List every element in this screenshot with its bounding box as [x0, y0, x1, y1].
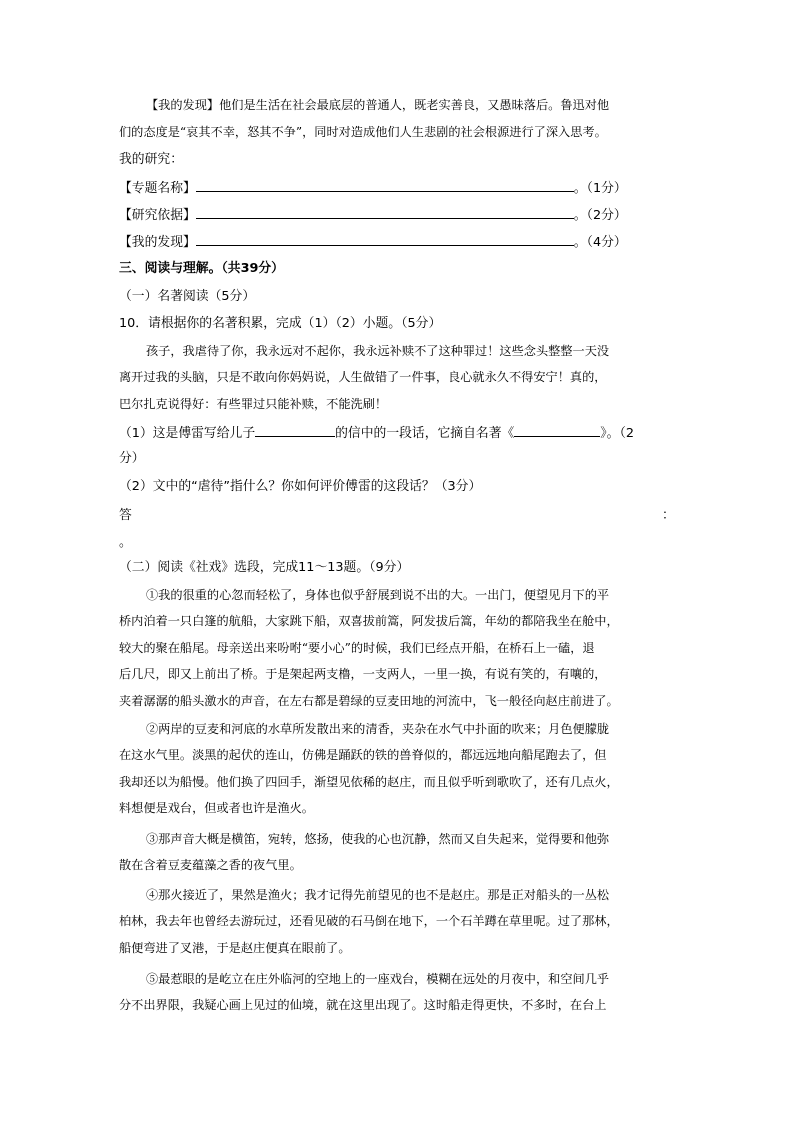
basis-answer-blank[interactable] [196, 205, 574, 219]
passage-p1-line-5: 夹着潺潺的船头激水的声音，在左右都是碧绿的豆麦田地的河流中，飞一般径向赵庄前进了。 [119, 694, 619, 708]
passage-p1-line-4: 后几尺，即又上前出了桥。于是架起两支橹，一支两人，一里一换，有说有笑的，有嚷的， [119, 667, 607, 681]
passage-p3-line-2: 散在含着豆麦蕴藻之香的夜气里。 [119, 858, 302, 872]
finding-answer-blank[interactable] [196, 232, 574, 246]
finding-label: 【我的发现】 [119, 235, 196, 250]
passage-p4-line-1: ④那火接近了，果然是渔火；我才记得先前望见的也不是赵庄。那是正对船头的一丛松 [146, 888, 610, 902]
passage-p5-line-2: 分不出界限，我疑心画上见过的仙境，就在这里出现了。这时船走得更快，不多时，在台上 [119, 998, 607, 1012]
research-finding-row [119, 232, 627, 252]
passage-p5-line-1: ⑤最惹眼的是屹立在庄外临河的空地上的一座戏台，模糊在远处的月夜中，和空间几乎 [146, 972, 610, 986]
passage-p1-line-3: 较大的聚在船尾。母亲送出来吩咐“要小心”的时候，我们已经点开船，在桥石上一磕，退 [119, 641, 595, 655]
discovery-line-1: 【我的发现】他们是生活在社会最底层的普通人，既老实善良，又愚昧落后。鲁迅对他 [146, 98, 610, 112]
passage-p2-line-2: 在这水气里。淡黑的起伏的连山，仿佛是踊跃的铁的兽脊似的，都远远地向船尾跑去了，但 [119, 748, 607, 762]
sub-question-1 [119, 423, 634, 443]
passage-p1-line-2: 桥内泊着一只白篷的航船，大家跳下船，双喜拔前篙，阿发拔后篙，年幼的都陪我坐在舱中， [119, 614, 619, 628]
research-basis-row [119, 205, 627, 225]
sub-question-1-score-wrap: 分） [119, 451, 145, 466]
sub-question-1-text-c: 》。（2 [600, 426, 635, 441]
discovery-line-2: 们的态度是“哀其不幸，怒其不争”，同时对造成他们人生悲剧的社会根源进行了深入思考。 [119, 125, 607, 139]
passage-p2-line-3: 我却还以为船慢。他们换了四回手，渐望见依稀的赵庄，而且似乎听到歌吹了，还有几点火， [119, 775, 619, 789]
research-topic-row [119, 178, 627, 198]
letter-passage-line-1: 孩子，我虐待了你，我永远对不起你，我永远补赎不了这种罪过！这些念头整整一天没 [146, 344, 610, 358]
letter-passage-line-2: 离开过我的头脑，只是不敢向你妈妈说，人生做错了一件事，良心就永久不得安宁！真的， [119, 370, 607, 384]
part-2-title: （二）阅读《社戏》选段，完成11～13题。（9分） [119, 560, 410, 575]
basis-label: 【研究依据】 [119, 208, 196, 223]
topic-score: 。（1分） [573, 181, 627, 196]
research-title: 我的研究： [119, 152, 183, 167]
topic-answer-blank[interactable] [196, 178, 574, 192]
sub-question-1-text-a: （1）这是傅雷写给儿子 [119, 426, 256, 441]
answer-label: 答 [119, 508, 132, 523]
part-1-title: （一）名著阅读（5分） [119, 289, 256, 304]
passage-p2-line-1: ②两岸的豆麦和河底的水草所发散出来的清香，夹杂在水气中扑面的吹来；月色便朦胧 [146, 722, 610, 736]
question-10: 10．请根据你的名著积累，完成（1）（2）小题。（5分） [119, 316, 442, 331]
passage-p4-line-3: 船便弯进了叉港，于是赵庄便真在眼前了。 [119, 941, 351, 955]
answer-colon: ： [662, 508, 675, 523]
topic-label: 【专题名称】 [119, 181, 196, 196]
letter-passage-line-3: 巴尔扎克说得好：有些罪过只能补赎，不能洗刷！ [119, 397, 388, 411]
passage-p4-line-2: 柏林，我去年也曾经去游玩过，还看见破的石马倒在地下，一个石羊蹲在草里呢。过了那林， [119, 914, 619, 928]
sub-question-2: （2）文中的“虐待”指什么？你如何评价傅雷的这段话？（3分） [119, 479, 482, 494]
son-name-blank[interactable] [255, 423, 335, 437]
basis-score: 。（2分） [573, 208, 627, 223]
finding-score: 。（4分） [573, 235, 627, 250]
passage-p3-line-1: ③那声音大概是横笛，宛转，悠扬，使我的心也沉静，然而又自失起来，觉得要和他弥 [146, 832, 610, 846]
sub-question-1-text-b: 的信中的一段话，它摘自名著《 [335, 426, 515, 441]
book-title-blank[interactable] [514, 423, 600, 437]
answer-end: 。 [119, 535, 132, 550]
section-3-title: 三、阅读与理解。（共39分） [119, 261, 284, 276]
passage-p1-line-1: ①我的很重的心忽而轻松了，身体也似乎舒展到说不出的大。一出门，便望见月下的平 [146, 588, 610, 602]
passage-p2-line-4: 料想便是戏台，但或者也许是渔火。 [119, 801, 314, 815]
